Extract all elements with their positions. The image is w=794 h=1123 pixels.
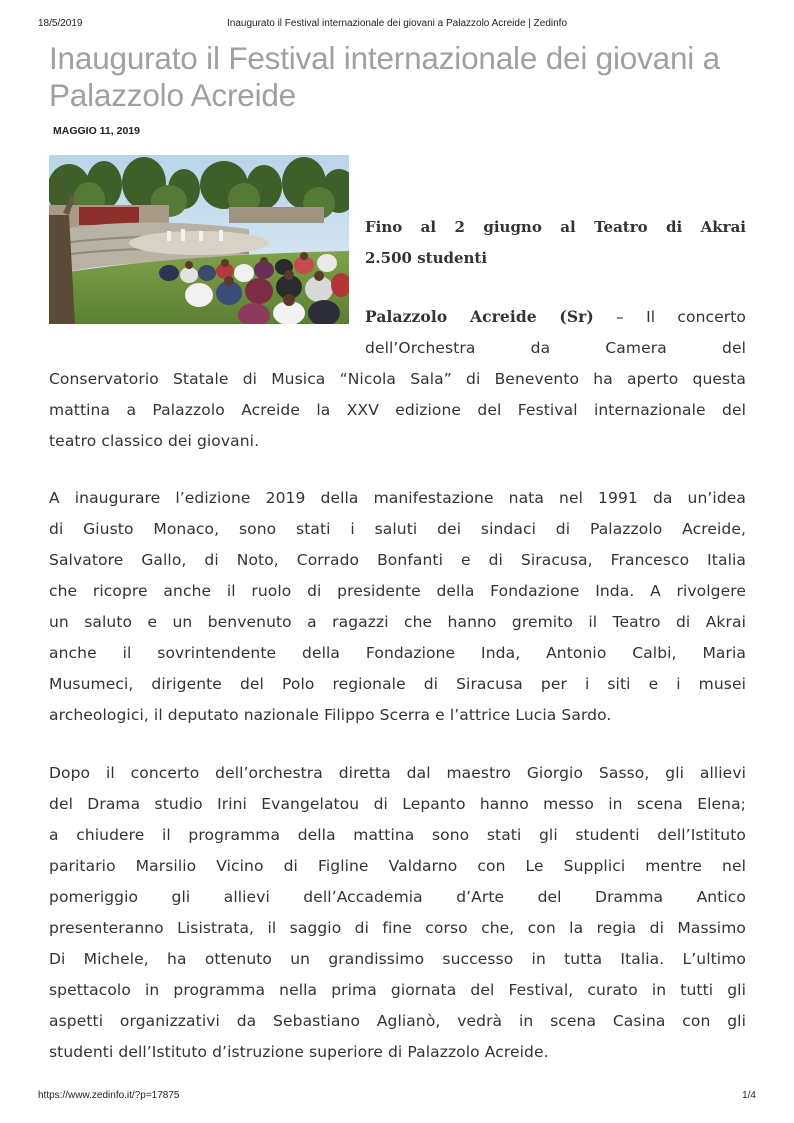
paragraph-line: mattina a Palazzolo Acreide la XXV edizione del Festival internazionale del (49, 401, 746, 419)
paragraph-line: anche il sovrintendente della Fondazione Inda, Antonio Calbi, Maria (49, 644, 746, 662)
paragraph-line: paritario Marsilio Vicino di Figline Valdarno con Le Supplici mentre nel (49, 857, 746, 875)
paragraph-line: archeologici, il deputato nazionale Filippo Scerra e l’attrice Lucia Sardo. (49, 706, 612, 724)
article-lead (365, 212, 746, 274)
paragraph-line: Palazzolo Acreide (Sr) – Il concerto (365, 307, 746, 326)
post-date: MAGGIO 11, 2019 (53, 125, 140, 137)
paragraph-line: pomeriggio gli allievi dell’Accademia d’Arte del Dramma Antico (49, 888, 746, 906)
print-footer (38, 1090, 756, 1104)
page-url[interactable]: https://www.zedinfo.it/?p=17875 (38, 1090, 180, 1101)
paragraph-line: Dopo il concerto dell’orchestra diretta dal maestro Giorgio Sasso, gli allievi (49, 764, 746, 782)
paragraph-line: aspetti organizzativi da Sebastiano Aglianò, vedrà in scena Casina con gli (49, 1012, 746, 1030)
lead-line: Fino al 2 giugno al Teatro di Akrai (365, 218, 746, 236)
paragraph-line: Conservatorio Statale di Musica “Nicola Sala” di Benevento ha aperto questa (49, 370, 746, 388)
paragraph-line: a chiudere il programma della mattina sono stati gli studenti dell’Istituto (49, 826, 746, 844)
paragraph-line: un saluto e un benvenuto a ragazzi che hanno gremito il Teatro di Akrai (49, 613, 746, 631)
article-photo (49, 155, 349, 324)
paragraph-line: che ricopre anche il ruolo di presidente della Fondazione Inda. A rivolgere (49, 582, 746, 600)
paragraph-line: A inaugurare l’edizione 2019 della manifestazione nata nel 1991 da un’idea (49, 489, 746, 507)
paragraph-line: del Drama studio Irini Evangelatou di Lepanto hanno messo in scena Elena; (49, 795, 746, 813)
paragraph-2 (49, 483, 746, 731)
theatre-crowd-image (49, 155, 349, 324)
print-header (38, 18, 756, 32)
article-title: Inaugurato il Festival internazionale dei giovani a Palazzolo Acreide (49, 40, 720, 113)
lead-line: 2.500 studenti (365, 249, 488, 267)
paragraph-line: teatro classico dei giovani. (49, 432, 260, 450)
paragraph-line: Musumeci, dirigente del Polo regionale di Siracusa per i siti e i musei (49, 675, 746, 693)
paragraph-line: studenti dell’Istituto d’istruzione superiore di Palazzolo Acreide. (49, 1043, 549, 1061)
paragraph-line: Di Michele, ha ottenuto un grandissimo successo in tutta Italia. L’ultimo (49, 950, 746, 968)
page-number: 1/4 (742, 1090, 756, 1101)
print-date: 18/5/2019 (38, 18, 83, 29)
paragraph-line: di Giusto Monaco, sono stati i saluti dei sindaci di Palazzolo Acreide, (49, 520, 746, 538)
paragraph-1 (49, 301, 746, 457)
paragraph-line: presenteranno Lisistrata, il saggio di fine corso che, con la regia di Massimo (49, 919, 746, 937)
print-page-title: Inaugurato il Festival internazionale dei giovani a Palazzolo Acreide | Zedinfo (226, 18, 568, 29)
dateline: Palazzolo Acreide (Sr) (365, 307, 594, 326)
paragraph-3 (49, 758, 746, 1068)
paragraph-line: Salvatore Gallo, di Noto, Corrado Bonfanti e di Siracusa, Francesco Italia (49, 551, 746, 569)
paragraph-line: dell’Orchestra da Camera del (365, 339, 746, 357)
paragraph-line: spettacolo in programma nella prima giornata del Festival, curato in tutti gli (49, 981, 746, 999)
